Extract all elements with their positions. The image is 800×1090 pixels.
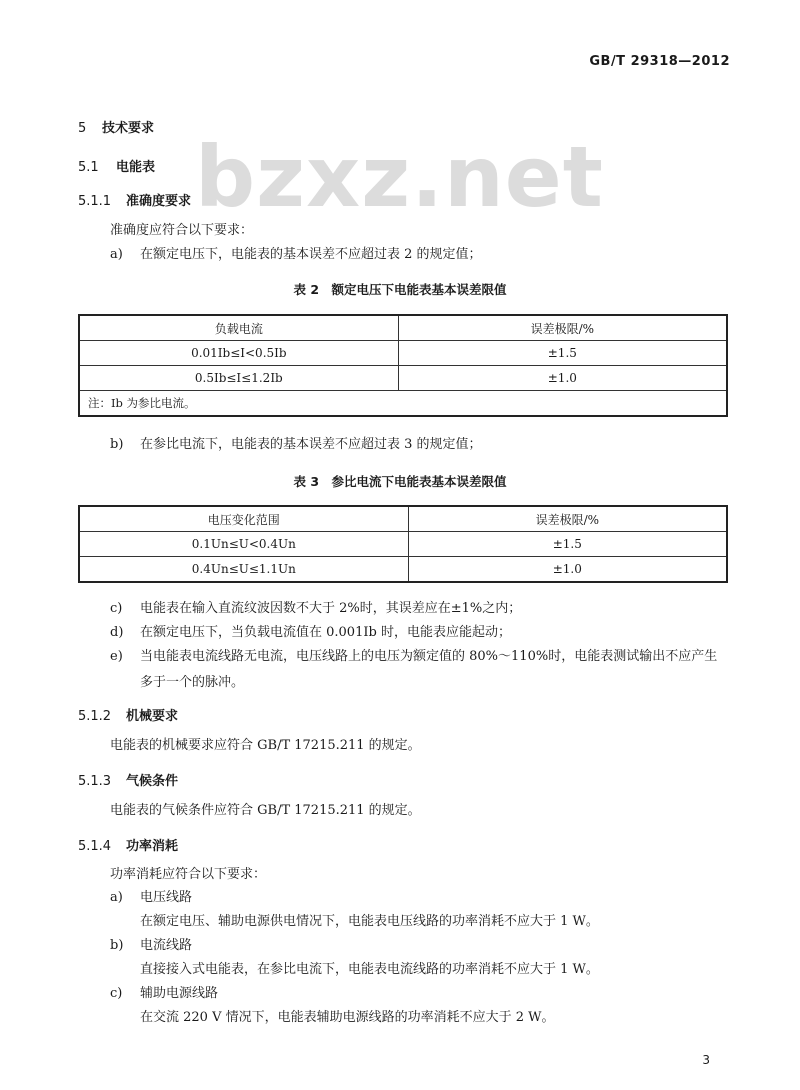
list-label: a) <box>110 890 123 905</box>
table-row <box>79 366 727 391</box>
list-item <box>110 596 521 622</box>
table-cell: ±1.0 <box>408 557 727 583</box>
column-header: 误差极限/% <box>398 315 727 341</box>
list-label: e) <box>110 649 123 664</box>
section-5-1-heading <box>78 156 155 175</box>
paragraph: 电能表的气候条件应符合 GB/T 17215.211 的规定。 <box>110 803 421 818</box>
table-note-row <box>79 391 727 417</box>
watermark: bzxz.net <box>195 128 604 226</box>
table-2 <box>78 314 728 417</box>
list-label: a) <box>110 247 123 262</box>
table-header-row <box>79 506 727 532</box>
list-text: 直接接入式电能表，在参比电流下，电能表电流线路的功率消耗不应大于 1 W。 <box>140 962 599 977</box>
list-text: 电能表在输入直流纹波因数不大于 2%时，其误差应在±1%之内； <box>140 601 522 616</box>
list-item <box>110 242 482 268</box>
section-5-heading <box>78 117 154 136</box>
section-title: 技术要求 <box>102 121 155 136</box>
table-2-caption: 表 2 额定电压下电能表基本误差限值 <box>293 282 507 297</box>
list-label: c) <box>110 601 123 616</box>
section-title: 功率消耗 <box>126 839 179 854</box>
table-cell: 0.01Ib≤I<0.5Ib <box>79 341 398 366</box>
standard-code: GB/T 29318—2012 <box>589 54 730 69</box>
table-row <box>79 341 727 366</box>
section-number: 5.1.3 <box>78 774 112 789</box>
column-header: 电压变化范围 <box>79 506 408 532</box>
list-text: 在参比电流下，电能表的基本误差不应超过表 3 的规定值； <box>140 437 482 452</box>
section-title: 气候条件 <box>126 774 179 789</box>
table-3-caption: 表 3 参比电流下电能表基本误差限值 <box>293 474 507 489</box>
table-cell: 0.1Un≤U<0.4Un <box>79 532 408 557</box>
list-item <box>110 981 218 1007</box>
table-cell: ±1.0 <box>398 366 727 391</box>
table-cell: ±1.5 <box>398 341 727 366</box>
list-label: b) <box>110 938 124 953</box>
section-number: 5 <box>78 121 87 136</box>
column-header: 误差极限/% <box>408 506 727 532</box>
table-cell: 0.5Ib≤I≤1.2Ib <box>79 366 398 391</box>
table-row <box>79 532 727 557</box>
list-item <box>110 933 192 959</box>
list-label: b) <box>110 437 124 452</box>
table-header-row <box>79 315 727 341</box>
table-cell: 0.4Un≤U≤1.1Un <box>79 557 408 583</box>
section-5-1-2-heading <box>78 705 178 724</box>
list-text: 当电能表电流线路无电流，电压线路上的电压为额定值的 80%～110%时，电能表测试输出不应产生多于一个的脉冲。 <box>140 649 718 690</box>
page-number: 3 <box>702 1053 710 1067</box>
column-header: 负载电流 <box>79 315 398 341</box>
list-item <box>110 620 511 646</box>
list-item <box>110 432 482 458</box>
table-row <box>79 557 727 583</box>
paragraph: 功率消耗应符合以下要求： <box>110 867 267 882</box>
section-number: 5.1.1 <box>78 194 112 209</box>
section-title: 准确度要求 <box>126 194 192 209</box>
list-text: 在额定电压下，电能表的基本误差不应超过表 2 的规定值； <box>140 247 482 262</box>
paragraph: 电能表的机械要求应符合 GB/T 17215.211 的规定。 <box>110 738 421 753</box>
section-5-1-3-heading <box>78 770 178 789</box>
section-title: 机械要求 <box>126 709 179 724</box>
list-item <box>110 885 192 911</box>
section-number: 5.1.2 <box>78 709 112 724</box>
section-number: 5.1.4 <box>78 839 112 854</box>
list-text: 在额定电压下，当负载电流值在 0.001Ib 时，电能表应能起动； <box>140 625 511 640</box>
list-item <box>110 644 730 696</box>
table-3 <box>78 505 728 583</box>
table-note: 注：Ib 为参比电流。 <box>79 391 727 417</box>
list-label: d) <box>110 625 124 640</box>
table-cell: ±1.5 <box>408 532 727 557</box>
section-5-1-1-heading <box>78 190 191 209</box>
list-title: 辅助电源线路 <box>140 986 219 1001</box>
list-text: 在额定电压、辅助电源供电情况下，电能表电压线路的功率消耗不应大于 1 W。 <box>140 914 599 929</box>
section-title: 电能表 <box>116 160 156 175</box>
list-title: 电流线路 <box>140 938 193 953</box>
list-text: 在交流 220 V 情况下，电能表辅助电源线路的功率消耗不应大于 2 W。 <box>140 1010 555 1025</box>
list-label: c) <box>110 986 123 1001</box>
section-number: 5.1 <box>78 160 99 175</box>
list-title: 电压线路 <box>140 890 193 905</box>
paragraph: 准确度应符合以下要求： <box>110 223 254 238</box>
section-5-1-4-heading <box>78 835 178 854</box>
